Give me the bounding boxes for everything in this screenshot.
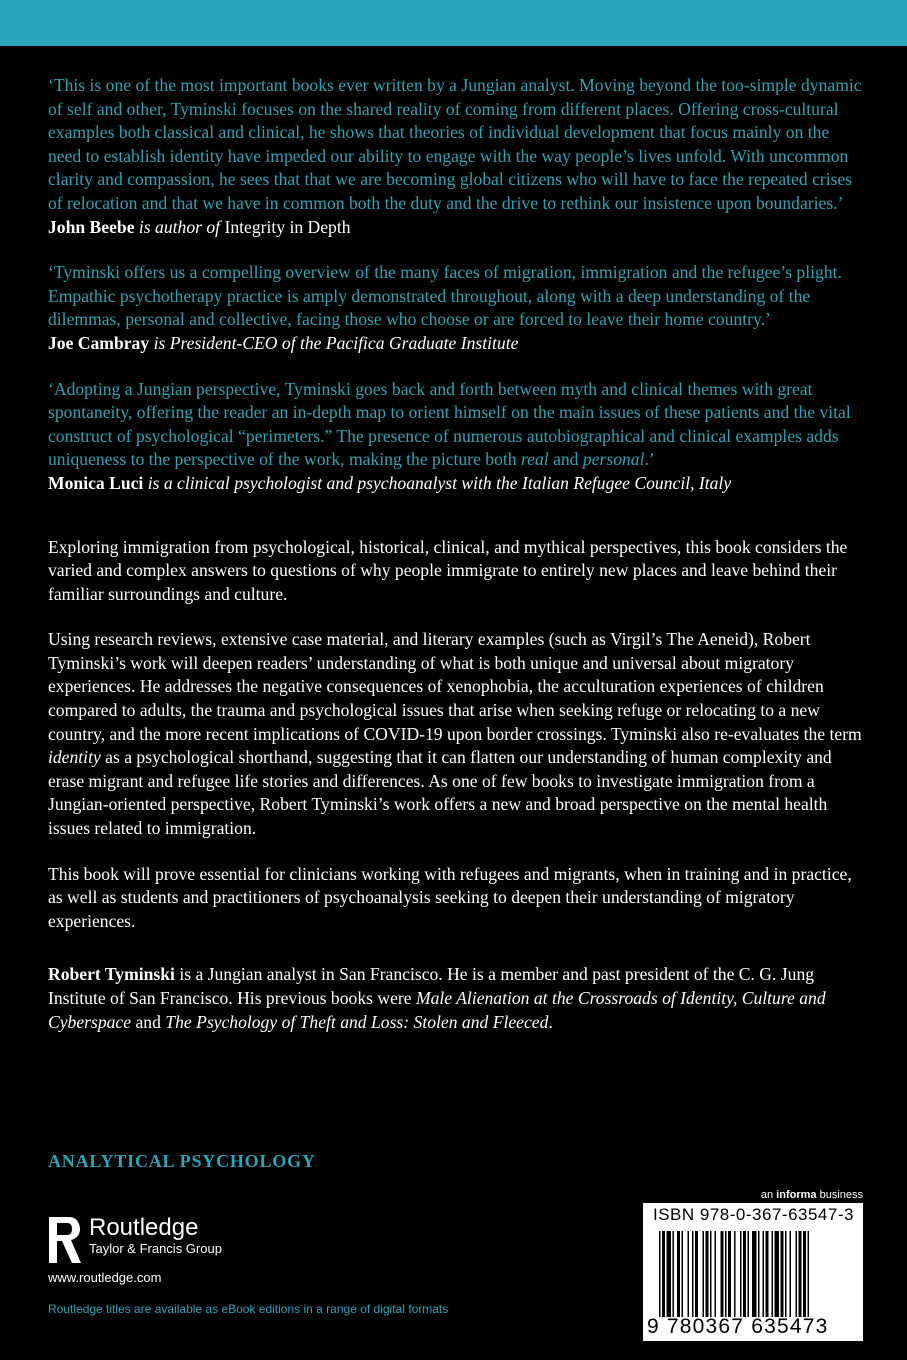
ebook-note: Routledge titles are available as eBook editions in a range of digital formats (48, 1302, 449, 1316)
publisher-name: Routledge (89, 1214, 199, 1241)
barcode-bar (748, 1231, 750, 1317)
barcode-bar (673, 1231, 675, 1317)
barcode-bar (715, 1231, 717, 1317)
barcode-bar (766, 1231, 769, 1317)
reviewer-role: is President-CEO of the Pacifica Graduate Institute (153, 332, 519, 353)
review-quote-3 (48, 378, 866, 496)
reviewer-role: is a clinical psychologist and psychoanalyst with the Italian Refugee Council, Italy (147, 472, 732, 493)
barcode-bar (790, 1231, 792, 1317)
barcode-bar (659, 1231, 661, 1317)
reviewer-name: John Beebe (48, 216, 135, 237)
back-cover-content (48, 74, 866, 1056)
description-paragraph-1: Exploring immigration from psychological, historical, clinical, and mythical perspectives, this book considers the varied and complex answers to questions of why people immigrate to entirely new places and leave behind their familiar surroundings and culture. (48, 536, 848, 604)
barcode-bar (781, 1231, 784, 1317)
barcode-bar (706, 1231, 709, 1317)
reviewer-name: Monica Luci (48, 472, 144, 493)
review-attribution (48, 332, 866, 356)
description-paragraph-3: This book will prove essential for clinicians working with refugees and migrants, when in training and in practice, as well as students and practitioners of psychoanalysis seeking to deepen their understanding of migratory experiences. (48, 863, 852, 931)
barcode-bar (785, 1231, 787, 1317)
barcode-bar (740, 1231, 742, 1317)
barcode-bars-icon (659, 1231, 855, 1317)
top-accent-bar (0, 0, 907, 46)
barcode-bar (695, 1231, 698, 1317)
barcode-digits: 9 780367 635473 (647, 1315, 829, 1338)
barcode-bar (710, 1231, 712, 1317)
barcode-bar (725, 1231, 727, 1317)
barcode-bar (803, 1231, 806, 1317)
barcode-bar (721, 1231, 724, 1317)
description-paragraph-2: Using research reviews, extensive case material, and literary examples (such as Virgil’s The Aeneid), Robert Tyminski’s work will deepen readers’ understanding of what is both unique and universal about migratory experiences. He addresses the negative consequences of xenophobia, the acculturation experiences of children compared to adults, the trauma and psychological issues that arise when seeking refuge or relocating to a new country, and the more recent implications of COVID-19 upon border crossings. Tyminski also re-evaluates the term identity as a psychological shorthand, suggesting that it can flatten our understanding of human complexity and erase migrant and refugee life stories and differences. As one of few books to investigate immigration from a Jungian-oriented perspective, Robert Tyminski’s work offers a new and broad perspective on the mental health issues related to immigration. (48, 629, 862, 839)
barcode-bar (703, 1231, 705, 1317)
barcode-bar (728, 1231, 731, 1317)
barcode-bar (677, 1231, 680, 1317)
barcode-bar (772, 1231, 774, 1317)
informa-tagline: an informa business (760, 1189, 863, 1201)
barcode-bar (763, 1231, 765, 1317)
publisher-website[interactable]: www.routledge.com (48, 1270, 162, 1285)
isbn-label: ISBN 978-0-367-63547-3 (653, 1205, 854, 1224)
barcode-bar (662, 1231, 665, 1317)
routledge-logo-icon (47, 1215, 83, 1265)
barcode-bar (682, 1231, 684, 1317)
review-attribution (48, 472, 866, 496)
barcode-bar (667, 1231, 672, 1317)
reviewer-book: Integrity in Depth (224, 216, 351, 237)
barcode-bar (796, 1231, 798, 1317)
barcode-bar (752, 1231, 757, 1317)
barcode-bar (758, 1231, 760, 1317)
barcode-bar (743, 1231, 746, 1317)
barcode-bar (734, 1231, 736, 1317)
review-attribution (48, 216, 866, 240)
series-title: ANALYTICAL PSYCHOLOGY (48, 1151, 316, 1171)
publisher-logo (47, 1215, 222, 1265)
barcode (643, 1203, 863, 1341)
author-name: Robert Tyminski (48, 964, 175, 985)
barcode-bar (808, 1231, 810, 1317)
barcode-bar (688, 1231, 690, 1317)
review-text: ‘Adopting a Jungian perspective, Tyminski goes back and forth between myth and clinical themes with great spontaneity, offering the reader an in-depth map to orient himself on the main issues of these patients and the vital construct of psychological “perimeters.” The presence of numerous autobiographical and clinical examples adds uniqueness to the perspective of the work, making the picture both real and personal.’ (48, 378, 851, 470)
review-text: ‘Tyminski offers us a compelling overview of the many faces of migration, immigration and the refugee’s plight. Empathic psychotherapy practice is amply demonstrated throughout, along with a deep understanding of the dilemmas, personal and collective, facing those who choose or are forced to leave their home country.’ (48, 262, 842, 330)
publisher-group: Taylor & Francis Group (89, 1241, 222, 1256)
review-text: ‘This is one of the most important books ever written by a Jungian analyst. Moving beyond the too-simple dynamic of self and other, Tyminski focuses on the shared reality of coming from different places. Offering cross-cultural examples both classical and clinical, he shows that theories of individual development that focus mainly on the need to establish identity have impeded our ability to engage with the way people’s lives unfold. With uncommon clarity and compassion, he sees that that we are becoming global citizens who will have to face the repeated crises of relocation and that we have in common both the duty and the drive to rethink our insistence upon boundaries.’ (48, 75, 862, 213)
reviewer-role: is author of (138, 216, 221, 237)
reviewer-name: Joe Cambray (48, 332, 150, 353)
barcode-bar (799, 1231, 802, 1317)
barcode-bar (692, 1231, 694, 1317)
review-quote-1 (48, 74, 866, 239)
review-quote-2 (48, 261, 866, 355)
author-bio: Robert Tyminski is a Jungian analyst in San Francisco. He is a member and past president of the C. G. Jung Institute of San Francisco. His previous books were Male Alienation at the Crossroads of Identity, Culture and Cyberspace and The Psychology of Theft and Loss: Stolen and Fleeced. (48, 964, 826, 1032)
barcode-bar (775, 1231, 780, 1317)
